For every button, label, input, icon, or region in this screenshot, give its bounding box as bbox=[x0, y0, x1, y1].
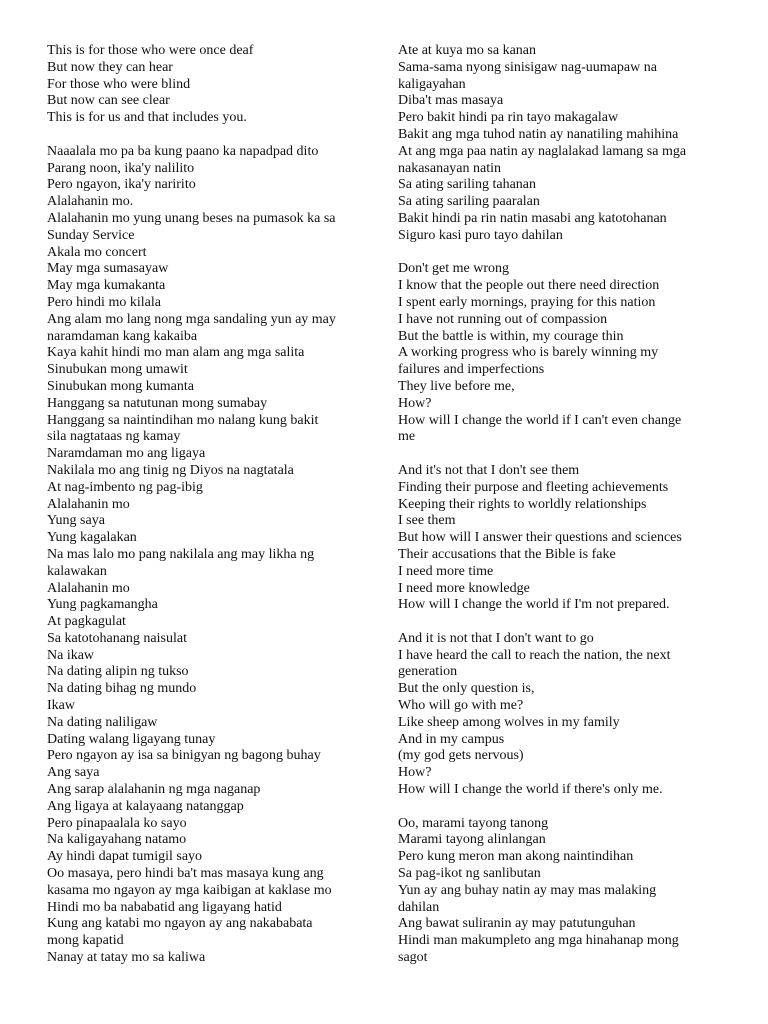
text-line: Yung pagkamangha bbox=[47, 597, 158, 613]
text-line: Hanggang sa natutunan mong sumabay bbox=[47, 395, 268, 411]
text-line: How? bbox=[398, 395, 432, 411]
text-line: Na dating naliligaw bbox=[47, 714, 158, 730]
text-line: Sa pag-ikot ng sanlibutan bbox=[398, 866, 541, 882]
text-line: Don't get me wrong bbox=[398, 261, 510, 277]
text-line: Sa ating sariling tahanan bbox=[398, 177, 537, 193]
text-line: Pero pinapaalala ko sayo bbox=[47, 815, 187, 831]
text-line: Naramdaman mo ang ligaya bbox=[47, 446, 206, 462]
text-line: generation bbox=[398, 664, 458, 680]
text-line: I spent early mornings, praying for this nation bbox=[398, 294, 656, 310]
text-line: Hindi man makumpleto ang mga hinahanap mong bbox=[398, 933, 679, 949]
text-line: Yung kagalakan bbox=[47, 530, 137, 546]
text-line: Pero ngayon ay isa sa binigyan ng bagong buhay bbox=[47, 748, 321, 764]
text-line: Diba't mas masaya bbox=[398, 93, 504, 109]
text-line: At pagkagulat bbox=[47, 614, 126, 630]
text-line: But now they can hear bbox=[47, 59, 173, 75]
text-line: sagot bbox=[398, 950, 428, 966]
text-line: Sinubukan mong umawit bbox=[47, 362, 188, 378]
text-line: A working progress who is barely winning my bbox=[398, 345, 659, 361]
text-line: Ang alam mo lang nong mga sandaling yun ay may bbox=[47, 311, 336, 327]
text-line: Nanay at tatay mo sa kaliwa bbox=[47, 950, 206, 966]
text-line: mong kapatid bbox=[47, 933, 124, 949]
text-line: Finding their purpose and fleeting achievements bbox=[398, 479, 669, 495]
text-line: Pero kung meron man akong naintindihan bbox=[398, 849, 634, 865]
stanza bbox=[47, 144, 377, 967]
text-line: I have heard the call to reach the nation, the next bbox=[398, 647, 671, 663]
text-line: Akala mo concert bbox=[47, 244, 147, 260]
text-line: kalawakan bbox=[47, 563, 107, 579]
text-line: I have not running out of compassion bbox=[398, 311, 608, 327]
text-line: Kaya kahit hindi mo man alam ang mga salita bbox=[47, 345, 305, 361]
text-line: May mga kumakanta bbox=[47, 278, 166, 294]
left-text-column bbox=[47, 43, 377, 967]
right-text-column bbox=[398, 43, 728, 967]
text-line: Bakit ang mga tuhod natin ay nanatiling mahihina bbox=[398, 126, 679, 142]
text-line: At ang mga paa natin ay naglalakad lamang sa mga bbox=[398, 143, 687, 159]
text-line: Ang sarap alalahanin ng mga naganap bbox=[47, 782, 261, 798]
text-line: Ang ligaya at kalayaang natanggap bbox=[47, 798, 244, 814]
text-line: Ikaw bbox=[47, 698, 75, 714]
text-line: May mga sumasayaw bbox=[47, 261, 169, 277]
text-line: Na kaligayahang natamo bbox=[47, 832, 187, 848]
text-line: And in my campus bbox=[398, 731, 505, 747]
text-line: This is for us and that includes you. bbox=[47, 110, 247, 126]
text-line: Sa katotohanang naisulat bbox=[47, 630, 187, 646]
text-line: Ang bawat suliranin ay may patutunguhan bbox=[398, 916, 636, 932]
text-line: I need more time bbox=[398, 563, 494, 579]
text-line: Sunday Service bbox=[47, 227, 135, 243]
text-line: Pero bakit hindi pa rin tayo makagalaw bbox=[398, 110, 619, 126]
stanza bbox=[398, 43, 728, 245]
text-line: Alalahanin mo bbox=[47, 496, 130, 512]
text-line: Na dating alipin ng tukso bbox=[47, 664, 189, 680]
text-line: And it's not that I don't see them bbox=[398, 462, 580, 478]
text-line: Na dating bihag ng mundo bbox=[47, 681, 197, 697]
text-line: How? bbox=[398, 765, 432, 781]
text-line: kaligayahan bbox=[398, 76, 466, 92]
text-line: Sinubukan mong kumanta bbox=[47, 378, 194, 394]
text-line: Dating walang ligayang tunay bbox=[47, 731, 216, 747]
text-line: me bbox=[398, 429, 416, 445]
text-line: Alalahanin mo bbox=[47, 580, 130, 596]
text-line: Sama-sama nyong sinisigaw nag-uumapaw na bbox=[398, 59, 657, 75]
text-line: Ang saya bbox=[47, 765, 100, 781]
stanza-gap bbox=[398, 245, 728, 262]
text-line: This is for those who were once deaf bbox=[47, 43, 254, 58]
stanza bbox=[47, 43, 377, 127]
text-line: Na mas lalo mo pang nakilala ang may likha ng bbox=[47, 546, 315, 562]
text-line: But how will I answer their questions and sciences bbox=[398, 530, 682, 546]
text-line: I need more knowledge bbox=[398, 580, 530, 596]
text-line: Kung ang katabi mo ngayon ay ang nakababata bbox=[47, 916, 313, 932]
text-line: Alalahanin mo. bbox=[47, 194, 134, 210]
text-line: Oo masaya, pero hindi ba't mas masaya kung ang bbox=[47, 866, 324, 882]
text-line: Na ikaw bbox=[47, 647, 95, 663]
text-line: Pero ngayon, ika'y naririto bbox=[47, 177, 196, 193]
stanza-gap bbox=[47, 127, 377, 144]
text-line: Pero hindi mo kilala bbox=[47, 294, 161, 310]
text-line: sila nagtataas ng kamay bbox=[47, 429, 181, 445]
text-line: Parang noon, ika'y nalilito bbox=[47, 160, 195, 176]
text-line: How will I change the world if I can't even change bbox=[398, 412, 682, 428]
text-line: naramdaman kang kakaiba bbox=[47, 328, 198, 344]
text-line: But the battle is within, my courage thin bbox=[398, 328, 624, 344]
text-line: But the only question is, bbox=[398, 681, 535, 697]
text-line: They live before me, bbox=[398, 378, 515, 394]
text-line: Naaalala mo pa ba kung paano ka napadpad dito bbox=[47, 143, 319, 159]
stanza bbox=[398, 261, 728, 446]
text-line: kasama mo ngayon ay mga kaibigan at kaklase mo bbox=[47, 882, 332, 898]
text-line: Keeping their rights to worldly relationships bbox=[398, 496, 647, 512]
stanza-gap bbox=[398, 614, 728, 631]
text-line: Yung saya bbox=[47, 513, 105, 529]
text-line: For those who were blind bbox=[47, 76, 191, 92]
stanza bbox=[398, 463, 728, 614]
text-line: Hanggang sa naintindihan mo nalang kung bakit bbox=[47, 412, 319, 428]
text-line: nakasanayan natin bbox=[398, 160, 502, 176]
text-line: I see them bbox=[398, 513, 456, 529]
stanza bbox=[398, 816, 728, 967]
text-line: dahilan bbox=[398, 899, 440, 915]
text-line: Ay hindi dapat tumigil sayo bbox=[47, 849, 203, 865]
text-line: Sa ating sariling paaralan bbox=[398, 194, 540, 210]
text-line: Ate at kuya mo sa kanan bbox=[398, 43, 537, 58]
text-line: Oo, marami tayong tanong bbox=[398, 815, 549, 831]
text-line: (my god gets nervous) bbox=[398, 748, 524, 764]
text-line: How will I change the world if I'm not prepared. bbox=[398, 597, 670, 613]
text-line: And it is not that I don't want to go bbox=[398, 630, 594, 646]
text-line: Like sheep among wolves in my family bbox=[398, 714, 620, 730]
stanza-gap bbox=[398, 446, 728, 463]
text-line: Bakit hindi pa rin natin masabi ang katotohanan bbox=[398, 210, 667, 226]
stanza bbox=[398, 631, 728, 799]
text-line: failures and imperfections bbox=[398, 362, 545, 378]
text-line: Hindi mo ba nababatid ang ligayang hatid bbox=[47, 899, 282, 915]
text-line: At nag-imbento ng pag-ibig bbox=[47, 479, 203, 495]
text-line: Who will go with me? bbox=[398, 698, 524, 714]
text-line: Alalahanin mo yung unang beses na pumasok ka sa bbox=[47, 210, 336, 226]
stanza-gap bbox=[398, 799, 728, 816]
text-line: How will I change the world if there's only me. bbox=[398, 782, 663, 798]
text-line: But now can see clear bbox=[47, 93, 170, 109]
text-line: Marami tayong alinlangan bbox=[398, 832, 546, 848]
text-line: Their accusations that the Bible is fake bbox=[398, 546, 616, 562]
text-line: Siguro kasi puro tayo dahilan bbox=[398, 227, 563, 243]
text-line: I know that the people out there need direction bbox=[398, 278, 660, 294]
text-line: Yun ay ang buhay natin ay may mas malaking bbox=[398, 882, 657, 898]
text-line: Nakilala mo ang tinig ng Diyos na nagtatala bbox=[47, 462, 294, 478]
